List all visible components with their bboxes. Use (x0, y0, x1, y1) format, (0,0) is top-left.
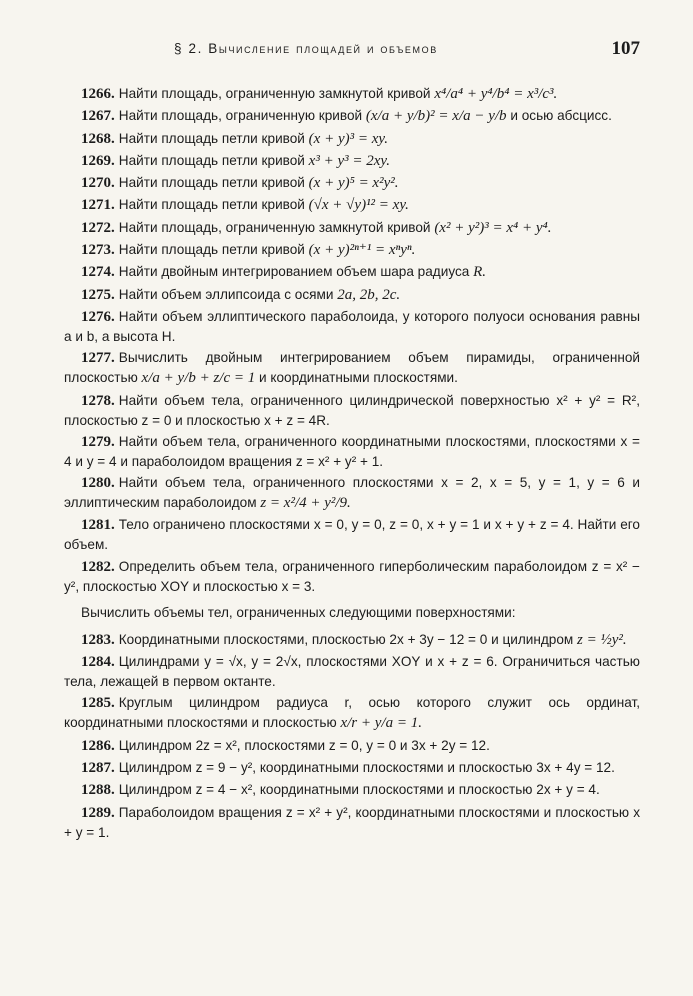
problem-formula: (x + y)³ = xy. (308, 130, 388, 147)
problem-item (64, 151, 640, 171)
problem-text: Цилиндром 2z = x², плоскостями z = 0, y = 0 и 3x + 2y = 12. (118, 737, 490, 753)
problem-text: Найти двойным интегрированием объем шара радиуса (118, 264, 470, 280)
problem-text: Определить объем тела, ограниченного гиперболическим параболоидом z = x² − y², плоскостью XOY и плоскостью x = 3. (64, 558, 640, 594)
problem-formula: z = x²/4 + y²/9. (260, 495, 351, 512)
problem-item (64, 195, 640, 215)
problem-number: 1275. (81, 286, 115, 303)
problem-number: 1287. (81, 759, 115, 776)
problem-item (64, 218, 640, 238)
problem-number: 1272. (81, 219, 115, 236)
problem-text: Найти объем эллиптического параболоида, у которого полуоси основания равны a и b, а высота H. (64, 308, 640, 344)
problem-text: Круглым цилиндром радиуса r, осью которого служит ось ординат, координатными плоскостями и плоскостью (64, 695, 640, 731)
problem-number: 1267. (81, 108, 115, 125)
problem-item (64, 803, 640, 842)
problem-number: 1278. (81, 392, 115, 409)
problem-number: 1283. (81, 631, 115, 648)
problem-text: Вычислить двойным интегрированием объем пирамиды, ограниченной плоскостью (64, 350, 640, 386)
problem-item (64, 391, 640, 430)
problem-number: 1289. (81, 804, 115, 821)
problem-text: Найти объем эллипсоида с осями (118, 286, 334, 302)
problem-item (64, 736, 640, 756)
problem-list (64, 84, 640, 596)
problem-number: 1266. (81, 86, 115, 102)
problem-number: 1274. (81, 264, 115, 281)
problem-item (64, 557, 640, 596)
problem-number: 1276. (81, 308, 115, 325)
problem-formula: x/a + y/b + z/c = 1 (141, 370, 256, 387)
problem-item (64, 780, 640, 800)
problem-formula: (x + y)²ⁿ⁺¹ = xⁿyⁿ. (308, 242, 416, 259)
problem-formula: R. (473, 264, 487, 281)
problem-text: Цилиндрами y = √x, y = 2√x, плоскостями XOY и x + z = 6. Ограничиться частью тела, лежащей в первом октанте. (64, 654, 640, 690)
problem-formula: x³ + y³ = 2xy. (308, 152, 390, 169)
problem-text: Параболоидом вращения z = x² + y², координатными плоскостями и плоскостью x + y = 1. (64, 804, 640, 840)
problem-text: Найти площадь петли кривой (118, 152, 305, 168)
problem-text: Цилиндром z = 9 − y², координатными плоскостями и плоскостью 3x + 4y = 12. (118, 759, 615, 775)
problem-text: Найти площадь, ограниченную замкнутой кривой (118, 86, 431, 101)
problem-text: Найти площадь петли кривой (118, 242, 305, 258)
problem-formula: z = ½y². (577, 631, 627, 648)
problem-item (64, 348, 640, 388)
problem-number: 1271. (81, 197, 115, 214)
problem-formula: (x + y)⁵ = x²y². (308, 175, 399, 192)
problem-formula: x⁴/a⁴ + y⁴/b⁴ = x³/c³. (434, 86, 558, 102)
book-page (64, 36, 640, 976)
problem-number: 1277. (81, 350, 115, 367)
problem-item (64, 262, 640, 282)
problem-text: Найти объем тела, ограниченного цилиндрической поверхностью x² + y² = R², плоскостью z = 0 и плоскостью x + z = 4R. (64, 392, 640, 428)
problem-number: 1270. (81, 175, 115, 192)
problem-number: 1280. (81, 475, 115, 492)
problem-number: 1268. (81, 130, 115, 147)
problem-item (64, 173, 640, 193)
problem-number: 1288. (81, 782, 115, 799)
problem-text: Найти объем тела, ограниченного координатными плоскостями, плоскостями x = 4 и y = 4 и параболоидом вращения z = x² + y² + 1. (64, 433, 640, 469)
problem-text: Тело ограничено плоскостями x = 0, y = 0, z = 0, x + y = 1 и x + y + z = 4. Найти его объем. (64, 517, 640, 553)
problem-formula: (x/a + y/b)² = x/a − y/b (365, 108, 507, 125)
problem-item (64, 307, 640, 346)
problem-item (64, 693, 640, 733)
problem-text: Цилиндром z = 4 − x², координатными плоскостями и плоскостью 2x + y = 4. (118, 782, 600, 798)
problem-number: 1286. (81, 737, 115, 754)
problem-text: Найти площадь петли кривой (118, 130, 305, 146)
problem-item (64, 129, 640, 149)
problem-formula: 2a, 2b, 2c. (337, 286, 401, 303)
section-instruction: Вычислить объемы тел, ограниченных следующими поверхностями: (81, 604, 516, 620)
problem-item (64, 106, 640, 126)
problem-text-tail: и координатными плоскостями. (259, 370, 458, 386)
problem-number: 1269. (81, 152, 115, 169)
problem-text: Координатными плоскостями, плоскостью 2x + 3y − 12 = 0 и цилиндром (118, 631, 574, 647)
problem-item (64, 240, 640, 260)
problem-item (64, 432, 640, 471)
problem-number: 1273. (81, 242, 115, 259)
problem-number: 1284. (81, 654, 115, 671)
problem-number: 1285. (81, 695, 115, 712)
page-header (64, 36, 640, 66)
problem-number: 1279. (81, 433, 115, 450)
problem-number: 1281. (81, 517, 115, 534)
problem-item (64, 285, 640, 305)
problem-text: Найти объем тела, ограниченного плоскостями x = 2, x = 5, y = 1, y = 6 и эллиптическим параболоидом (64, 475, 640, 511)
problem-text-tail: и осью абсцисс. (510, 108, 612, 124)
problem-text: Найти площадь, ограниченную кривой (118, 108, 363, 124)
problem-item (64, 473, 640, 513)
problem-item (64, 652, 640, 691)
problem-number: 1282. (81, 558, 115, 575)
problem-list (64, 630, 640, 842)
problem-item (64, 758, 640, 778)
problem-text: Найти площадь, ограниченную замкнутой кривой (118, 219, 431, 235)
problem-item (64, 515, 640, 554)
problem-formula: (x² + y²)³ = x⁴ + y⁴. (434, 219, 552, 236)
problem-formula: (√x + √y)¹² = xy. (308, 197, 409, 214)
problem-text: Найти площадь петли кривой (118, 175, 305, 191)
problem-text: Найти площадь петли кривой (118, 197, 305, 213)
page-number: 107 (611, 38, 640, 59)
problem-item (64, 630, 640, 650)
problem-formula: x/r + y/a = 1. (340, 715, 422, 732)
problem-item (64, 84, 640, 104)
running-title: § 2. Вычисление площадей и объемов (174, 41, 438, 56)
